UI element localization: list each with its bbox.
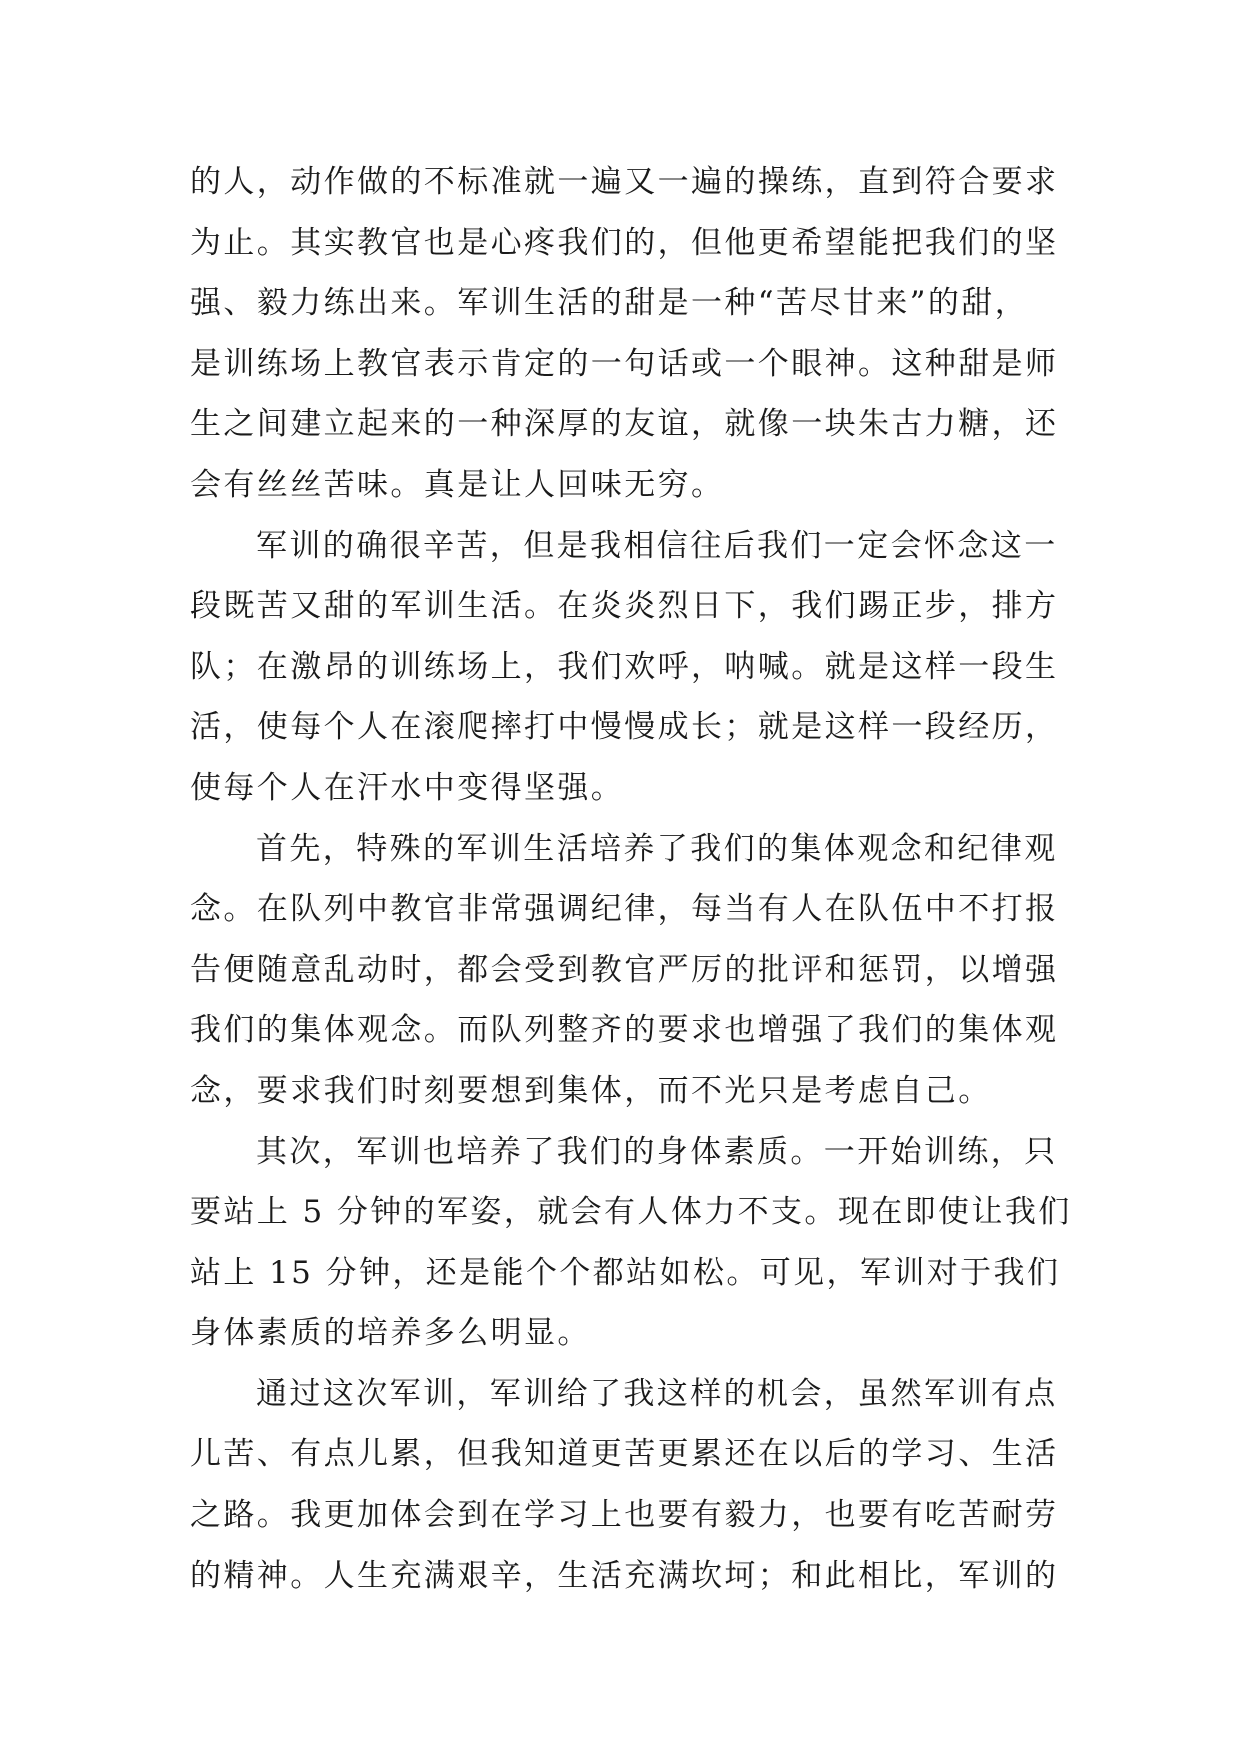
text-line: 儿苦、有点儿累，但我知道更苦更累还在以后的学习、生活 [190,1436,1059,1473]
text-line: 是训练场上教官表示肯定的一句话或一个眼神。这种甜是师 [190,345,1059,382]
paragraph-first-line: 首先，特殊的军训生活培养了我们的集体观念和纪律观 [256,830,1058,867]
text-line: 要站上 5 分钟的军姿，就会有人体力不支。现在即使让我们 [190,1194,1072,1231]
text-line: 我们的集体观念。而队列整齐的要求也增强了我们的集体观 [190,1012,1059,1049]
paragraph-first-line: 军训的确很辛苦，但是我相信往后我们一定会怀念这一 [256,527,1058,564]
paragraph-first-line: 通过这次军训，军训给了我这样的机会，虽然军训有点 [256,1375,1058,1412]
text-line: 生之间建立起来的一种深厚的友谊，就像一块朱古力糖，还 [190,406,1059,443]
text-line: 念。在队列中教官非常强调纪律，每当有人在队伍中不打报 [190,891,1059,928]
paragraph-first-line: 其次，军训也培养了我们的身体素质。一开始训练，只 [256,1133,1058,1170]
text-line: 之路。我更加体会到在学习上也要有毅力，也要有吃苦耐劳 [190,1497,1059,1534]
text-line: 站上 15 分钟，还是能个个都站如松。可见，军训对于我们 [190,1254,1061,1291]
text-line: 的精神。人生充满艰辛，生活充满坎坷；和此相比，军训的 [190,1557,1059,1594]
text-line: 强、毅力练出来。军训生活的甜是一种“苦尽甘来”的甜， [190,285,1029,322]
text-line: 身体素质的培养多么明显。 [190,1315,591,1352]
text-line: 为止。其实教官也是心疼我们的，但他更希望能把我们的坚 [190,224,1059,261]
document-body [190,152,1070,1606]
text-line: 活，使每个人在滚爬摔打中慢慢成长；就是这样一段经历， [190,709,1059,746]
text-line: 的人，动作做的不标准就一遍又一遍的操练，直到符合要求 [190,164,1059,200]
text-line: 念，要求我们时刻要想到集体，而不光只是考虑自己。 [190,1072,992,1109]
text-line: 队；在激昂的训练场上，我们欢呼，呐喊。就是这样一段生 [190,648,1059,685]
text-line: 使每个人在汗水中变得坚强。 [190,769,625,806]
text-line: 会有丝丝苦味。真是让人回味无穷。 [190,466,725,503]
text-line: 段既苦又甜的军训生活。在炎炎烈日下，我们踢正步，排方 [190,588,1059,625]
text-line: 告便随意乱动时，都会受到教官严厉的批评和惩罚，以增强 [190,951,1059,988]
